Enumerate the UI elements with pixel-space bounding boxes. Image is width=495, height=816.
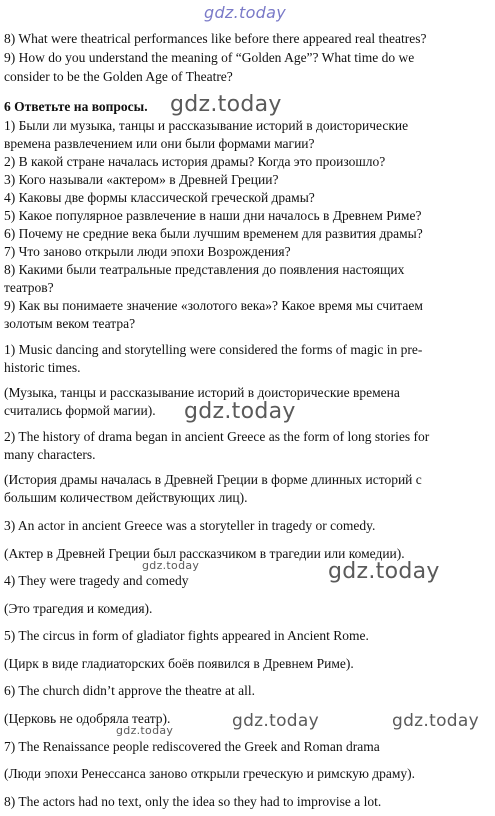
answer-line: 7) The Renaissance people rediscovered the Greek and Roman drama — [4, 739, 380, 754]
answer-line: 6) The church didn’t approve the theatre at all. — [4, 683, 256, 698]
watermark: gdz.today — [170, 92, 282, 117]
question-9-en: 9) How do you understand the meaning of “Golden Age”? What time do we — [4, 50, 415, 65]
question-line: времена развлечением или они были формами магии? — [4, 136, 315, 151]
answer-line: (Музыка, танцы и рассказывание историй в доисторические времена — [4, 385, 400, 400]
watermark: gdz.today — [328, 559, 440, 584]
watermark: gdz.today — [184, 399, 296, 424]
answer-line: большим количеством действующих лиц). — [4, 490, 248, 505]
answer-line: 5) The circus in form of gladiator fights appeared in Ancient Rome. — [4, 628, 369, 643]
question-line: 8) Какими были театральные представления до появления настоящих — [4, 262, 405, 277]
answer-line: historic times. — [4, 360, 81, 375]
question-line: золотым веком театра? — [4, 316, 136, 331]
answer-line: (Это трагедия и комедия). — [4, 601, 153, 616]
answer-line: many characters. — [4, 447, 96, 462]
answer-line: 4) They were tragedy and comedy — [4, 573, 189, 588]
question-9-en-cont: consider to be the Golden Age of Theatre? — [4, 69, 233, 84]
watermark: gdz.today — [142, 559, 200, 572]
question-line: 7) Что заново открыли люди эпохи Возрождения? — [4, 244, 291, 259]
question-line: 5) Какое популярное развлечение в наши дни началось в Древнем Риме? — [4, 208, 422, 223]
watermark: gdz.today — [232, 711, 319, 731]
answer-line: (Церковь не одобряла театр). — [4, 711, 171, 726]
answer-line: 3) An actor in ancient Greece was a storyteller in tragedy or comedy. — [4, 518, 376, 533]
question-line: 2) В какой стране началась история драмы? Когда это произошло? — [4, 154, 386, 169]
answer-line: считались формой магии). — [4, 403, 156, 418]
question-line: 9) Как вы понимаете значение «золотого века»? Какое время мы считаем — [4, 298, 423, 313]
answer-line: (Цирк в виде гладиаторских боёв появился в Древнем Риме). — [4, 656, 354, 671]
question-8-en: 8) What were theatrical performances like before there appeared real theatres? — [4, 31, 427, 46]
watermark: gdz.today — [392, 711, 479, 731]
answer-line: 8) The actors had no text, only the idea so they had to improvise a lot. — [4, 794, 382, 809]
answer-line: 2) The history of drama began in ancient Greece as the form of long stories for — [4, 429, 430, 444]
watermark-top: gdz.today — [204, 3, 286, 22]
question-line: театров? — [4, 280, 54, 295]
question-line: 1) Были ли музыка, танцы и рассказывание историй в доисторические — [4, 118, 409, 133]
answer-line: (Люди эпохи Ренессанса заново открыли греческую и римскую драму). — [4, 766, 416, 781]
question-line: 6) Почему не средние века были лучшим временем для развития драмы? — [4, 226, 423, 241]
question-line: 3) Кого называли «актером» в Древней Греции? — [4, 172, 279, 187]
answer-line: (История драмы началась в Древней Греции в форме длинных историй с — [4, 472, 422, 487]
watermark: gdz.today — [116, 724, 174, 737]
question-line: 4) Каковы две формы классической греческой драмы? — [4, 190, 315, 205]
answer-line: (Актер в Древней Греции был рассказчиком в трагедии или комедии). — [4, 546, 405, 561]
answer-line: 1) Music dancing and storytelling were considered the forms of magic in pre- — [4, 342, 423, 357]
section-6-heading: 6 Ответьте на вопросы. — [4, 99, 148, 114]
